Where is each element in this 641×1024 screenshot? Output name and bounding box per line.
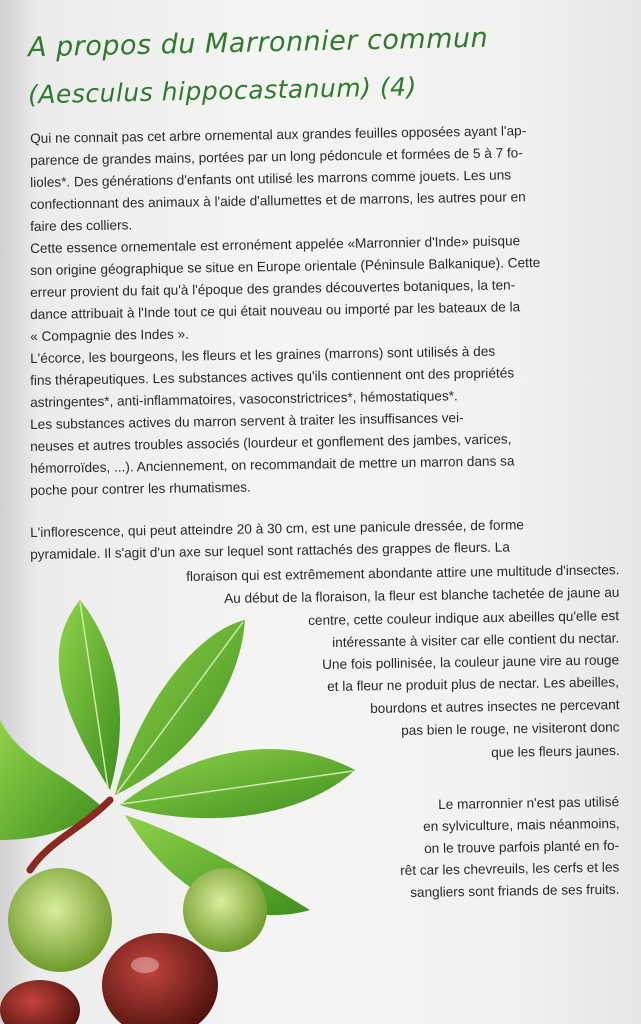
text-line: Cette essence ornementale est erronément appelée «Marronnier d'Inde» puisque <box>30 233 521 256</box>
text-line: pyramidale. Il s'agit d'un axe sur lequel sont rattachés des grappes de fleurs. La <box>30 539 510 562</box>
leaf-icon <box>59 600 120 790</box>
text-line: pas bien le rouge, ne visiteront donc <box>400 719 620 738</box>
text-line: « Compagnie des Indes ». <box>30 326 189 344</box>
text-line: centre, cette couleur indique aux abeilles qu'elle est <box>308 608 620 628</box>
text-line: L'écorce, les bourgeons, les fleurs et les graines (marrons) sont utilisés à des <box>30 343 496 366</box>
text-line: poche pour contrer les rhumatismes. <box>30 479 251 498</box>
text-line: intéressante à visiter car elle contient du nectar. <box>331 630 620 650</box>
text-line: erreur provient du fait qu'à l'époque des grandes découvertes botaniques, la ten- <box>30 277 516 300</box>
text-line: son origine géographique se situe en Europe orientale (Péninsule Balkanique). Cette <box>30 254 541 278</box>
text-line: confectionnant des animaux à l'aide d'allumettes et de marrons, les autres pour en <box>30 189 526 212</box>
text-line: Qui ne connait pas cet arbre ornemental aux grandes feuilles opposées ayant l'ap- <box>30 123 527 146</box>
text-line: fins thérapeutiques. Les substances actives qu'ils contiennent ont des propriétés <box>30 365 515 388</box>
chestnut-leaves-illustration <box>0 590 360 1024</box>
text-line: que les fleurs jaunes. <box>490 742 620 760</box>
text-line: parence de grandes mains, portées par un long pédoncule et formées de 5 à 7 fo- <box>30 145 523 168</box>
text-line: et la fleur ne produit plus de nectar. Les abeilles, <box>327 674 620 694</box>
page-title: A propos du Marronnier commun <box>27 22 489 64</box>
text-line: Les substances actives du marron servent à traiter les insuffisances vei- <box>30 410 464 432</box>
text-line: en sylviculture, mais néanmoins, <box>422 815 620 834</box>
text-line: floraison qui est extrêmement abondante attire une multitude d'insectes. <box>185 562 620 584</box>
text-line: bourdons et autres insectes ne percevant <box>369 697 620 716</box>
text-line: sangliers sont friands de ses fruits. <box>409 881 620 900</box>
text-line: lioles*. Des générations d'enfants ont utilisé les marrons comme jouets. Les uns <box>30 167 512 190</box>
text-line: L'inflorescence, qui peut atteindre 20 à 30 cm, est une panicule dressée, de forme <box>30 517 525 540</box>
page-subtitle: (Aesculus hippocastanum) (4) <box>27 72 418 110</box>
text-line: Le marronnier n'est pas utilisé <box>438 794 620 812</box>
text-line: Au début de la floraison, la fleur est blanche tachetée de jaune au <box>223 584 620 606</box>
text-line: neuses et autres troubles associés (lourdeur et gonflement des jambes, varices, <box>30 431 512 454</box>
text-line: on le trouve parfois planté en fo- <box>424 837 620 856</box>
text-line: faire des colliers. <box>30 217 133 234</box>
text-line: rêt car les chevreuils, les cerfs et les <box>399 859 620 878</box>
text-line: dance attribuait à l'Inde tout ce qui était nouveau ou importé par les bateaux de la <box>30 299 521 322</box>
text-line: Une fois pollinisée, la couleur jaune vire au rouge <box>322 652 620 672</box>
text-line: hémorroïdes, ...). Anciennement, on recommandait de mettre un marron dans sa <box>30 453 515 476</box>
text-line: astringentes*, anti-inflammatoires, vasoconstrictrices*, hémostatiques*. <box>30 388 458 410</box>
